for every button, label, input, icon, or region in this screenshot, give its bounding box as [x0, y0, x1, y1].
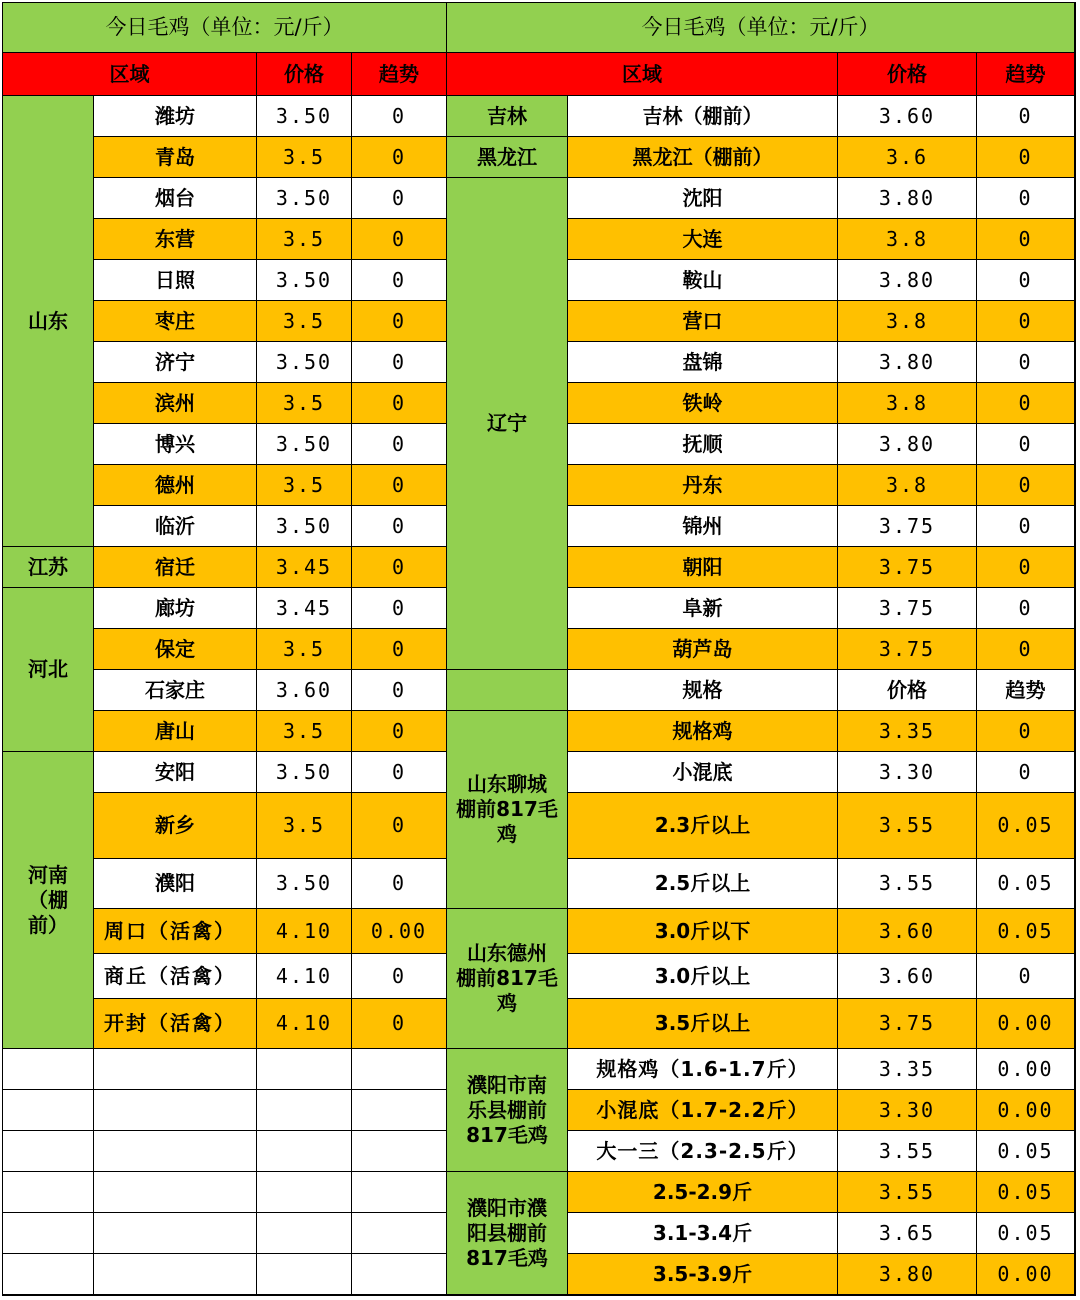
blank-cell	[352, 1090, 447, 1131]
spec-label: 小混底（1.7-2.2斤）	[568, 1090, 838, 1131]
spec-trend: 0.05	[977, 1131, 1075, 1172]
left-trend: 0	[352, 383, 447, 424]
right-city: 锦州	[568, 506, 838, 547]
spec-label: 3.5斤以上	[568, 999, 838, 1049]
blank-cell	[257, 1172, 352, 1213]
spec-price: 3.55	[838, 1131, 977, 1172]
right-city: 沈阳	[568, 178, 838, 219]
right-price: 3.80	[838, 260, 977, 301]
left-trend: 0	[352, 137, 447, 178]
left-price: 4.10	[257, 909, 352, 954]
right-city: 营口	[568, 301, 838, 342]
left-trend: 0	[352, 342, 447, 383]
left-trend: 0	[352, 301, 447, 342]
spec-price: 3.35	[838, 1049, 977, 1090]
right-trend: 0	[977, 260, 1075, 301]
blank-cell	[257, 1090, 352, 1131]
left-price: 3.60	[257, 670, 352, 711]
right-price: 3.75	[838, 547, 977, 588]
spec-trend: 0.05	[977, 909, 1075, 954]
spec-trend: 0.05	[977, 1213, 1075, 1254]
spec-trend: 0	[977, 752, 1075, 793]
blank-cell	[94, 1049, 257, 1090]
right-trend: 0	[977, 506, 1075, 547]
spec-price: 3.35	[838, 711, 977, 752]
left-province: 江苏	[3, 547, 94, 588]
left-city: 唐山	[94, 711, 257, 752]
right-price: 3.75	[838, 506, 977, 547]
left-price: 3.50	[257, 342, 352, 383]
left-city: 宿迁	[94, 547, 257, 588]
spec-label: 大一三（2.3-2.5斤）	[568, 1131, 838, 1172]
spec-group-name: 山东聊城 棚前817毛 鸡	[447, 711, 568, 909]
left-city: 安阳	[94, 752, 257, 793]
right-price: 3.80	[838, 178, 977, 219]
spec-trend: 0.00	[977, 1049, 1075, 1090]
blank-cell	[257, 1131, 352, 1172]
spec-price: 3.55	[838, 859, 977, 909]
left-city: 廊坊	[94, 588, 257, 629]
blank-cell	[352, 1213, 447, 1254]
blank-cell	[352, 1131, 447, 1172]
left-city: 青岛	[94, 137, 257, 178]
spec-label: 规格鸡（1.6-1.7斤）	[568, 1049, 838, 1090]
spec-label: 2.5-2.9斤	[568, 1172, 838, 1213]
spec-price: 3.80	[838, 1254, 977, 1295]
left-city: 开封（活禽）	[94, 999, 257, 1049]
right-city: 黑龙江（棚前）	[568, 137, 838, 178]
spec-trend: 0.05	[977, 1172, 1075, 1213]
left-price: 3.5	[257, 219, 352, 260]
left-price: 3.50	[257, 96, 352, 137]
blank-cell	[3, 1172, 94, 1213]
left-city: 烟台	[94, 178, 257, 219]
right-city: 鞍山	[568, 260, 838, 301]
spec-trend: 0	[977, 954, 1075, 999]
left-city: 新乡	[94, 793, 257, 859]
left-city: 商丘（活禽）	[94, 954, 257, 999]
right-header-price: 价格	[838, 53, 977, 96]
left-city: 博兴	[94, 424, 257, 465]
left-price: 3.5	[257, 383, 352, 424]
left-trend: 0	[352, 588, 447, 629]
blank-cell	[94, 1090, 257, 1131]
spec-price: 3.55	[838, 1172, 977, 1213]
left-title: 今日毛鸡（单位：元/斤）	[3, 3, 447, 53]
right-city: 铁岭	[568, 383, 838, 424]
left-city: 日照	[94, 260, 257, 301]
right-trend: 0	[977, 301, 1075, 342]
left-city: 石家庄	[94, 670, 257, 711]
right-trend: 0	[977, 137, 1075, 178]
left-trend: 0	[352, 96, 447, 137]
right-price: 3.75	[838, 629, 977, 670]
right-trend: 0	[977, 178, 1075, 219]
left-trend: 0	[352, 629, 447, 670]
right-price-table	[446, 2, 1076, 1296]
right-province: 黑龙江	[447, 137, 568, 178]
blank-cell	[3, 1090, 94, 1131]
right-city: 盘锦	[568, 342, 838, 383]
right-price: 3.8	[838, 383, 977, 424]
blank-cell	[3, 1049, 94, 1090]
left-trend: 0	[352, 424, 447, 465]
left-city: 潍坊	[94, 96, 257, 137]
blank-cell	[94, 1131, 257, 1172]
spec-price: 3.55	[838, 793, 977, 859]
right-trend: 0	[977, 588, 1075, 629]
left-price: 3.50	[257, 178, 352, 219]
right-city: 朝阳	[568, 547, 838, 588]
left-header-price: 价格	[257, 53, 352, 96]
spec-label: 小混底	[568, 752, 838, 793]
right-title: 今日毛鸡（单位：元/斤）	[447, 3, 1075, 53]
left-trend: 0	[352, 260, 447, 301]
right-city: 抚顺	[568, 424, 838, 465]
spec-label: 3.5-3.9斤	[568, 1254, 838, 1295]
right-price: 3.6	[838, 137, 977, 178]
left-city: 东营	[94, 219, 257, 260]
blank-cell	[94, 1172, 257, 1213]
left-province: 河北	[3, 588, 94, 752]
spec-group-name: 濮阳市濮 阳县棚前 817毛鸡	[447, 1172, 568, 1295]
right-price: 3.80	[838, 342, 977, 383]
right-price: 3.8	[838, 219, 977, 260]
right-province: 辽宁	[447, 178, 568, 670]
right-trend: 0	[977, 96, 1075, 137]
left-price: 3.5	[257, 793, 352, 859]
blank-cell	[94, 1213, 257, 1254]
spec-header-trend: 趋势	[977, 670, 1075, 711]
spec-trend: 0.00	[977, 999, 1075, 1049]
spec-label: 3.0斤以上	[568, 954, 838, 999]
left-price: 3.5	[257, 465, 352, 506]
left-trend: 0	[352, 219, 447, 260]
right-trend: 0	[977, 342, 1075, 383]
right-header-region: 区域	[447, 53, 838, 96]
left-trend: 0.00	[352, 909, 447, 954]
left-trend: 0	[352, 547, 447, 588]
spec-header-price: 价格	[838, 670, 977, 711]
spec-header-spec: 规格	[568, 670, 838, 711]
left-province: 河南 （棚 前）	[3, 752, 94, 1049]
right-city: 葫芦岛	[568, 629, 838, 670]
right-price: 3.80	[838, 424, 977, 465]
left-price: 4.10	[257, 999, 352, 1049]
left-city: 保定	[94, 629, 257, 670]
left-header-trend: 趋势	[352, 53, 447, 96]
left-city: 德州	[94, 465, 257, 506]
left-price: 4.10	[257, 954, 352, 999]
left-price: 3.50	[257, 859, 352, 909]
left-trend: 0	[352, 793, 447, 859]
spec-price: 3.60	[838, 909, 977, 954]
right-price: 3.60	[838, 96, 977, 137]
left-city: 济宁	[94, 342, 257, 383]
spec-price: 3.30	[838, 752, 977, 793]
left-price: 3.45	[257, 588, 352, 629]
left-trend: 0	[352, 859, 447, 909]
left-city: 枣庄	[94, 301, 257, 342]
spec-label: 2.3斤以上	[568, 793, 838, 859]
right-city: 阜新	[568, 588, 838, 629]
blank-cell	[257, 1213, 352, 1254]
spec-price: 3.60	[838, 954, 977, 999]
spec-price: 3.75	[838, 999, 977, 1049]
spec-trend: 0	[977, 711, 1075, 752]
blank-cell	[257, 1254, 352, 1295]
left-header-region: 区域	[3, 53, 257, 96]
spec-label: 3.1-3.4斤	[568, 1213, 838, 1254]
left-city: 濮阳	[94, 859, 257, 909]
left-trend: 0	[352, 711, 447, 752]
left-trend: 0	[352, 506, 447, 547]
right-trend: 0	[977, 465, 1075, 506]
left-city: 临沂	[94, 506, 257, 547]
right-price: 3.75	[838, 588, 977, 629]
right-city: 大连	[568, 219, 838, 260]
blank-cell	[94, 1254, 257, 1295]
spec-label: 3.0斤以下	[568, 909, 838, 954]
spec-trend: 0.05	[977, 859, 1075, 909]
right-trend: 0	[977, 547, 1075, 588]
spec-trend: 0.05	[977, 793, 1075, 859]
spec-price: 3.65	[838, 1213, 977, 1254]
right-province: 吉林	[447, 96, 568, 137]
spec-trend: 0.00	[977, 1090, 1075, 1131]
spec-label: 规格鸡	[568, 711, 838, 752]
left-trend: 0	[352, 465, 447, 506]
left-price: 3.45	[257, 547, 352, 588]
left-price: 3.50	[257, 260, 352, 301]
right-trend: 0	[977, 424, 1075, 465]
left-city: 滨州	[94, 383, 257, 424]
blank-cell	[3, 1213, 94, 1254]
left-trend: 0	[352, 752, 447, 793]
right-header-trend: 趋势	[977, 53, 1075, 96]
right-trend: 0	[977, 219, 1075, 260]
blank-cell	[257, 1049, 352, 1090]
blank-cell	[352, 1049, 447, 1090]
spec-group-name: 山东德州 棚前817毛 鸡	[447, 909, 568, 1049]
spec-label: 2.5斤以上	[568, 859, 838, 909]
left-trend: 0	[352, 670, 447, 711]
left-price-table	[2, 2, 448, 1296]
left-price: 3.50	[257, 752, 352, 793]
blank-cell	[352, 1172, 447, 1213]
left-price: 3.5	[257, 711, 352, 752]
blank-cell	[3, 1254, 94, 1295]
right-price: 3.8	[838, 301, 977, 342]
left-trend: 0	[352, 954, 447, 999]
spec-trend: 0.00	[977, 1254, 1075, 1295]
right-city: 吉林（棚前）	[568, 96, 838, 137]
blank-cell	[352, 1254, 447, 1295]
left-trend: 0	[352, 178, 447, 219]
left-price: 3.5	[257, 629, 352, 670]
left-price: 3.50	[257, 424, 352, 465]
right-price: 3.8	[838, 465, 977, 506]
spec-header-blank	[447, 670, 568, 711]
left-price: 3.50	[257, 506, 352, 547]
left-price: 3.5	[257, 137, 352, 178]
left-province: 山东	[3, 96, 94, 547]
right-trend: 0	[977, 629, 1075, 670]
spec-price: 3.30	[838, 1090, 977, 1131]
blank-cell	[3, 1131, 94, 1172]
right-city: 丹东	[568, 465, 838, 506]
right-trend: 0	[977, 383, 1075, 424]
left-price: 3.5	[257, 301, 352, 342]
left-trend: 0	[352, 999, 447, 1049]
spec-group-name: 濮阳市南 乐县棚前 817毛鸡	[447, 1049, 568, 1172]
left-city: 周口（活禽）	[94, 909, 257, 954]
